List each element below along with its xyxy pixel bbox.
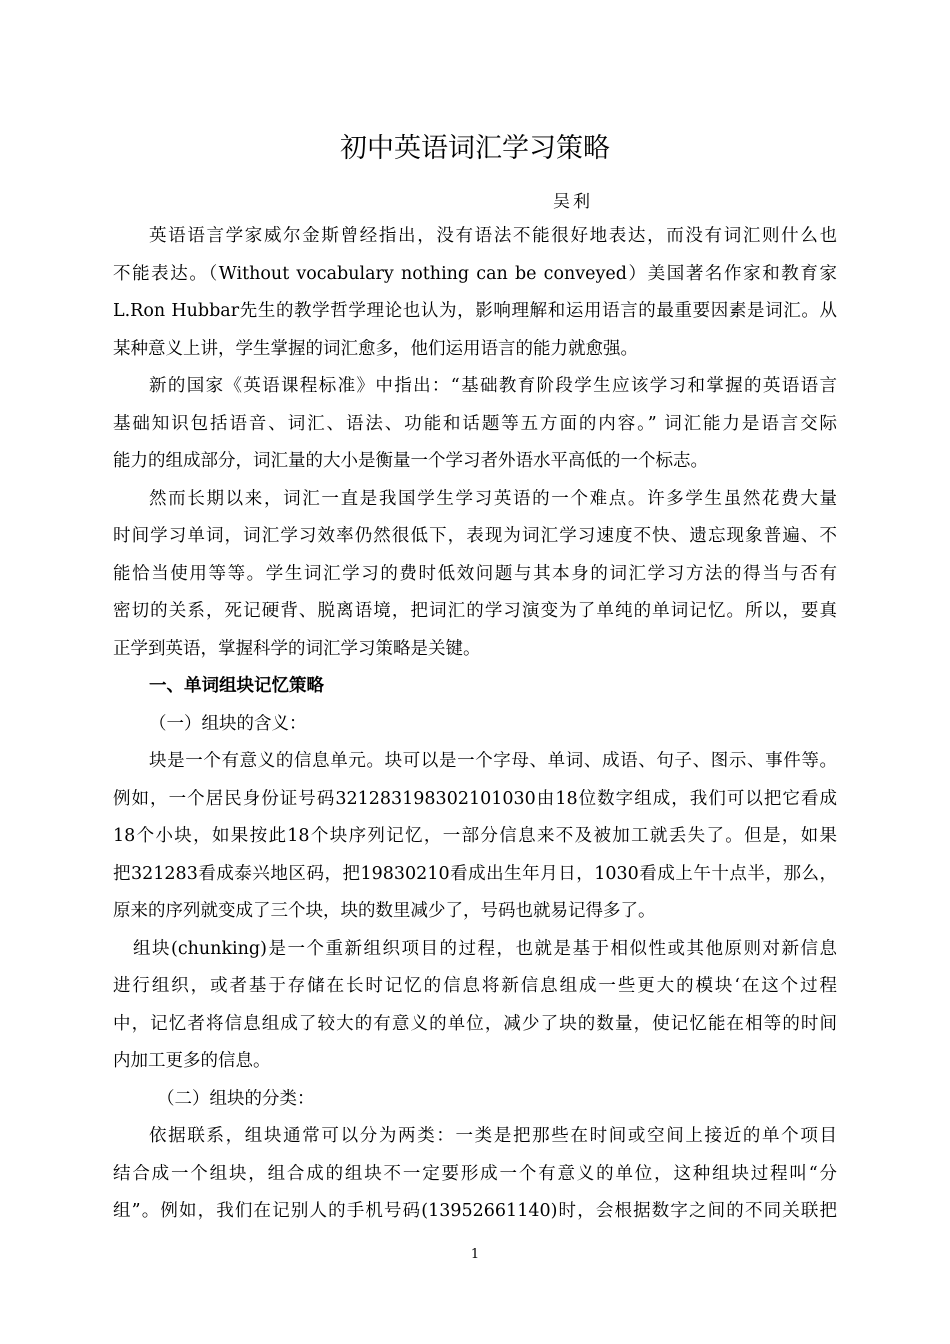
text-line: 例如，一个居民身份证号码321283198302101030由18位数字组成，我们可以把它看成: [113, 788, 837, 809]
text-line: L.Ron Hubbar先生的教学哲学理论也认为，影响理解和运用语言的最重要因素是词汇。从: [113, 301, 837, 321]
author-name: 吴利: [553, 192, 593, 212]
text-line: 不能表达。（Without vocabulary nothing can be conveyed）美国著名作家和教育家: [113, 263, 837, 284]
text-line: 基础知识包括语音、词汇、语法、功能和话题等五方面的内容。” 词汇能力是语言交际: [113, 413, 837, 434]
text-line: 新的国家《英语课程标准》中指出：“基础教育阶段学生应该学习和掌握的英语语言: [149, 376, 837, 396]
document-body: [113, 218, 837, 1231]
text-line: 然而长期以来，词汇一直是我国学生学习英语的一个难点。许多学生虽然花费大量: [149, 488, 837, 509]
subsection-heading: （二）组块的分类：: [157, 1088, 315, 1109]
text-line: 中，记忆者将信息组成了较大的有意义的单位，减少了块的数量，使记忆能在相等的时间: [113, 1013, 837, 1034]
text-line: 进行组织，或者基于存储在长时记忆的信息将新信息组成一些更大的模块‘在这个过程: [113, 976, 837, 996]
text-line: 依据联系，组块通常可以分为两类：一类是把那些在时间或空间上接近的单个项目: [149, 1126, 837, 1146]
text-line: 能力的组成部分，词汇量的大小是衡量一个学习者外语水平高低的一个标志。: [113, 451, 708, 471]
paragraph-chunk-definition: [113, 743, 837, 931]
paragraph-difficulty: [113, 481, 837, 669]
section-heading: 一、单词组块记忆策略: [149, 676, 324, 696]
text-line: 结合成一个组块，组合成的组块不一定要形成一个有意义的单位，这种组块过程叫“分: [113, 1163, 837, 1184]
text-line: 组”。例如，我们在记别人的手机号码(13952661140)时，会根据数字之间的不同关联把: [113, 1201, 837, 1221]
paragraph-intro: [113, 218, 837, 368]
text-line: 18个小块，如果按此18个块序列记忆，一部分信息来不及被加工就丢失了。但是，如果: [113, 826, 837, 846]
text-line: 内加工更多的信息。: [113, 1051, 271, 1071]
paragraph-chunking: [113, 931, 837, 1081]
text-line: 密切的关系，死记硬背、脱离语境，把词汇的学习演变为了单纯的单词记忆。所以，要真: [113, 601, 837, 621]
paragraph-classification: [113, 1118, 837, 1231]
text-line: 正学到英语，掌握科学的词汇学习策略是关键。: [113, 638, 481, 659]
text-line: 英语语言学家威尔金斯曾经指出，没有语法不能很好地表达，而没有词汇则什么也: [149, 226, 837, 246]
subsection-heading: （一）组块的含义：: [149, 713, 307, 734]
text-line: 块是一个有意义的信息单元。块可以是一个字母、单词、成语、句子、图示、事件等。: [149, 751, 837, 771]
document-title: 初中英语词汇学习策略: [340, 133, 610, 164]
text-line: 把321283看成泰兴地区码，把19830210看成出生年月日，1030看成上午十点半，那么，: [113, 863, 837, 884]
text-line: 时间学习单词，词汇学习效率仍然很低下，表现为词汇学习速度不快、遗忘现象普遍、不: [113, 526, 837, 546]
paragraph-curriculum: [113, 368, 837, 481]
page-number: 1: [470, 1247, 480, 1262]
text-line: 能恰当使用等等。学生词汇学习的费时低效问题与其本身的词汇学习方法的得当与否有: [113, 563, 837, 584]
text-line: 组块(chunking)是一个重新组织项目的过程，也就是基于相似性或其他原则对新信息: [133, 938, 837, 959]
text-line: 原来的序列就变成了三个块，块的数里减少了，号码也就易记得多了。: [113, 901, 656, 921]
text-line: 某种意义上讲，学生掌握的词汇愈多，他们运用语言的能力就愈强。: [113, 338, 638, 359]
